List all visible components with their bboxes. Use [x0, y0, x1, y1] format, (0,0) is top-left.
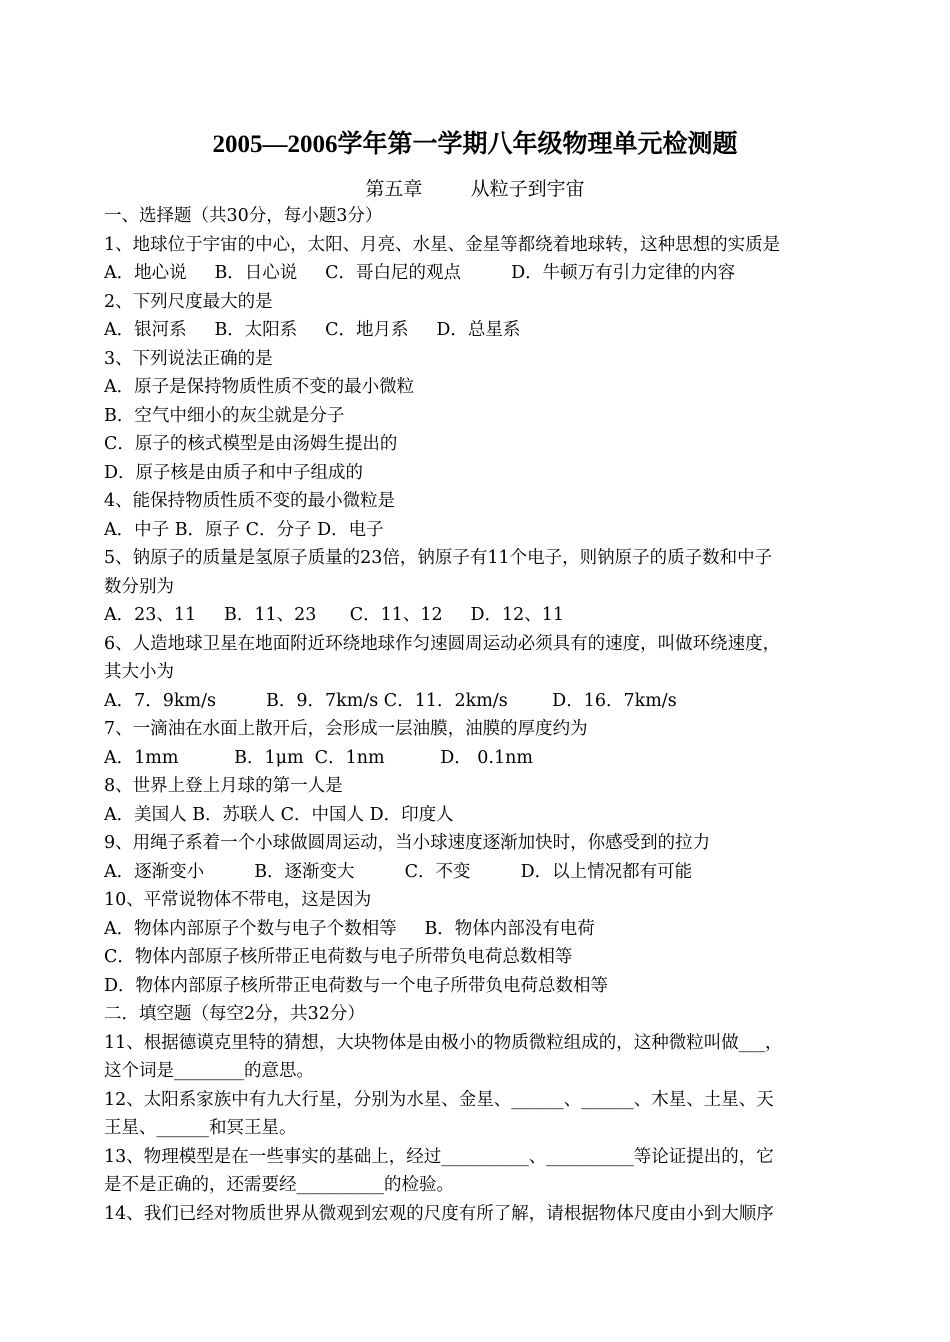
question-13-line-1: 13、物理模型是在一些事实的基础上，经过__________、__________等论证提出的，它: [104, 1146, 774, 1167]
question-3-option-d: D．原子核是由质子和中子组成的: [104, 462, 364, 483]
question-12-line-2: 王星、______和冥王星。: [104, 1118, 297, 1138]
document-title: 2005—2006学年第一学期八年级物理单元检测题: [212, 131, 738, 158]
question-3-option-c: C．原子的核式模型是由汤姆生提出的: [104, 434, 398, 454]
question-8-stem: 8、世界上登上月球的第一人是: [104, 776, 343, 796]
question-6-options: A．7．9km/s B．9．7km/s C．11．2km/s D．16．7km/s: [104, 690, 677, 711]
question-11-line-1: 11、根据德谟克里特的猜想，大块物体是由极小的物质微粒组成的，这种微粒叫做___，: [104, 1032, 783, 1053]
question-2-options: A．银河系 B．太阳系 C．地月系 D．总星系: [104, 320, 521, 340]
question-10-options-ab: A．物体内部原子个数与电子个数相等 B．物体内部没有电荷: [104, 918, 595, 939]
question-9-stem: 9、用绳子系着一个小球做圆周运动，当小球速度逐渐加快时，你感受到的拉力: [104, 833, 711, 853]
question-4-options: A．中子 B．原子 C．分子 D．电子: [104, 519, 384, 540]
question-6-stem-line-2: 其大小为: [104, 662, 174, 682]
question-10-option-c: C．物体内部原子核所带正电荷数与电子所带负电荷总数相等: [104, 947, 573, 967]
question-8-options: A．美国人 B．苏联人 C．中国人 D．印度人: [104, 804, 454, 825]
question-3-stem: 3、下列说法正确的是: [104, 348, 273, 369]
question-3-option-b: B．空气中细小的灰尘就是分子: [104, 405, 345, 426]
question-7-stem: 7、一滴油在水面上散开后，会形成一层油膜，油膜的厚度约为: [104, 719, 588, 739]
chapter-subtitle: 第五章 从粒子到宇宙: [365, 178, 585, 200]
question-5-stem-line-1: 5、钠原子的质量是氢原子质量的23倍，钠原子有11个电子，则钠原子的质子数和中子: [104, 548, 773, 568]
section-heading-choice: 一、选择题（共30分，每小题3分）: [104, 206, 383, 226]
question-11-line-2: 这个词是________的意思。: [104, 1061, 314, 1081]
question-5-options: A．23、11 B．11、23 C．11、12 D．12、11: [104, 605, 565, 625]
question-6-stem-line-1: 6、人造地球卫星在地面附近环绕地球作匀速圆周运动必须具有的速度，叫做环绕速度，: [104, 633, 781, 654]
question-1-stem: 1、地球位于宇宙的中心，太阳、月亮、水星、金星等都绕着地球转，这种思想的实质是: [104, 234, 781, 255]
question-10-option-d: D．物体内部原子核所带正电荷数与一个电子所带负电荷总数相等: [104, 975, 609, 996]
question-12-line-1: 12、太阳系家族中有九大行星，分别为水星、金星、______、______、木星、土星、天: [104, 1089, 774, 1110]
question-7-options: A．1mm B．1μm C．1nm D． 0.1nm: [104, 747, 533, 768]
question-4-stem: 4、能保持物质性质不变的最小微粒是: [104, 491, 396, 511]
question-14-line-1: 14、我们已经对物质世界从微观到宏观的尺度有所了解，请根据物体尺度由小到大顺序: [104, 1203, 774, 1224]
question-2-stem: 2、下列尺度最大的是: [104, 291, 273, 312]
document-body: [104, 202, 848, 1228]
question-13-line-2: 是不是正确的，还需要经__________的检验。: [104, 1175, 454, 1195]
question-9-options: A．逐渐变小 B．逐渐变大 C．不变 D．以上情况都有可能: [104, 861, 693, 882]
section-heading-fill-in: 二．填空题（每空2分，共32分）: [104, 1004, 365, 1024]
question-1-options: A．地心说 B．日心说 C．哥白尼的观点 D．牛顿万有引力定律的内容: [104, 263, 736, 283]
question-10-stem: 10、平常说物体不带电，这是因为: [104, 890, 372, 910]
question-3-option-a: A．原子是保持物质性质不变的最小微粒: [104, 377, 415, 397]
question-5-stem-line-2: 数分别为: [104, 576, 174, 597]
